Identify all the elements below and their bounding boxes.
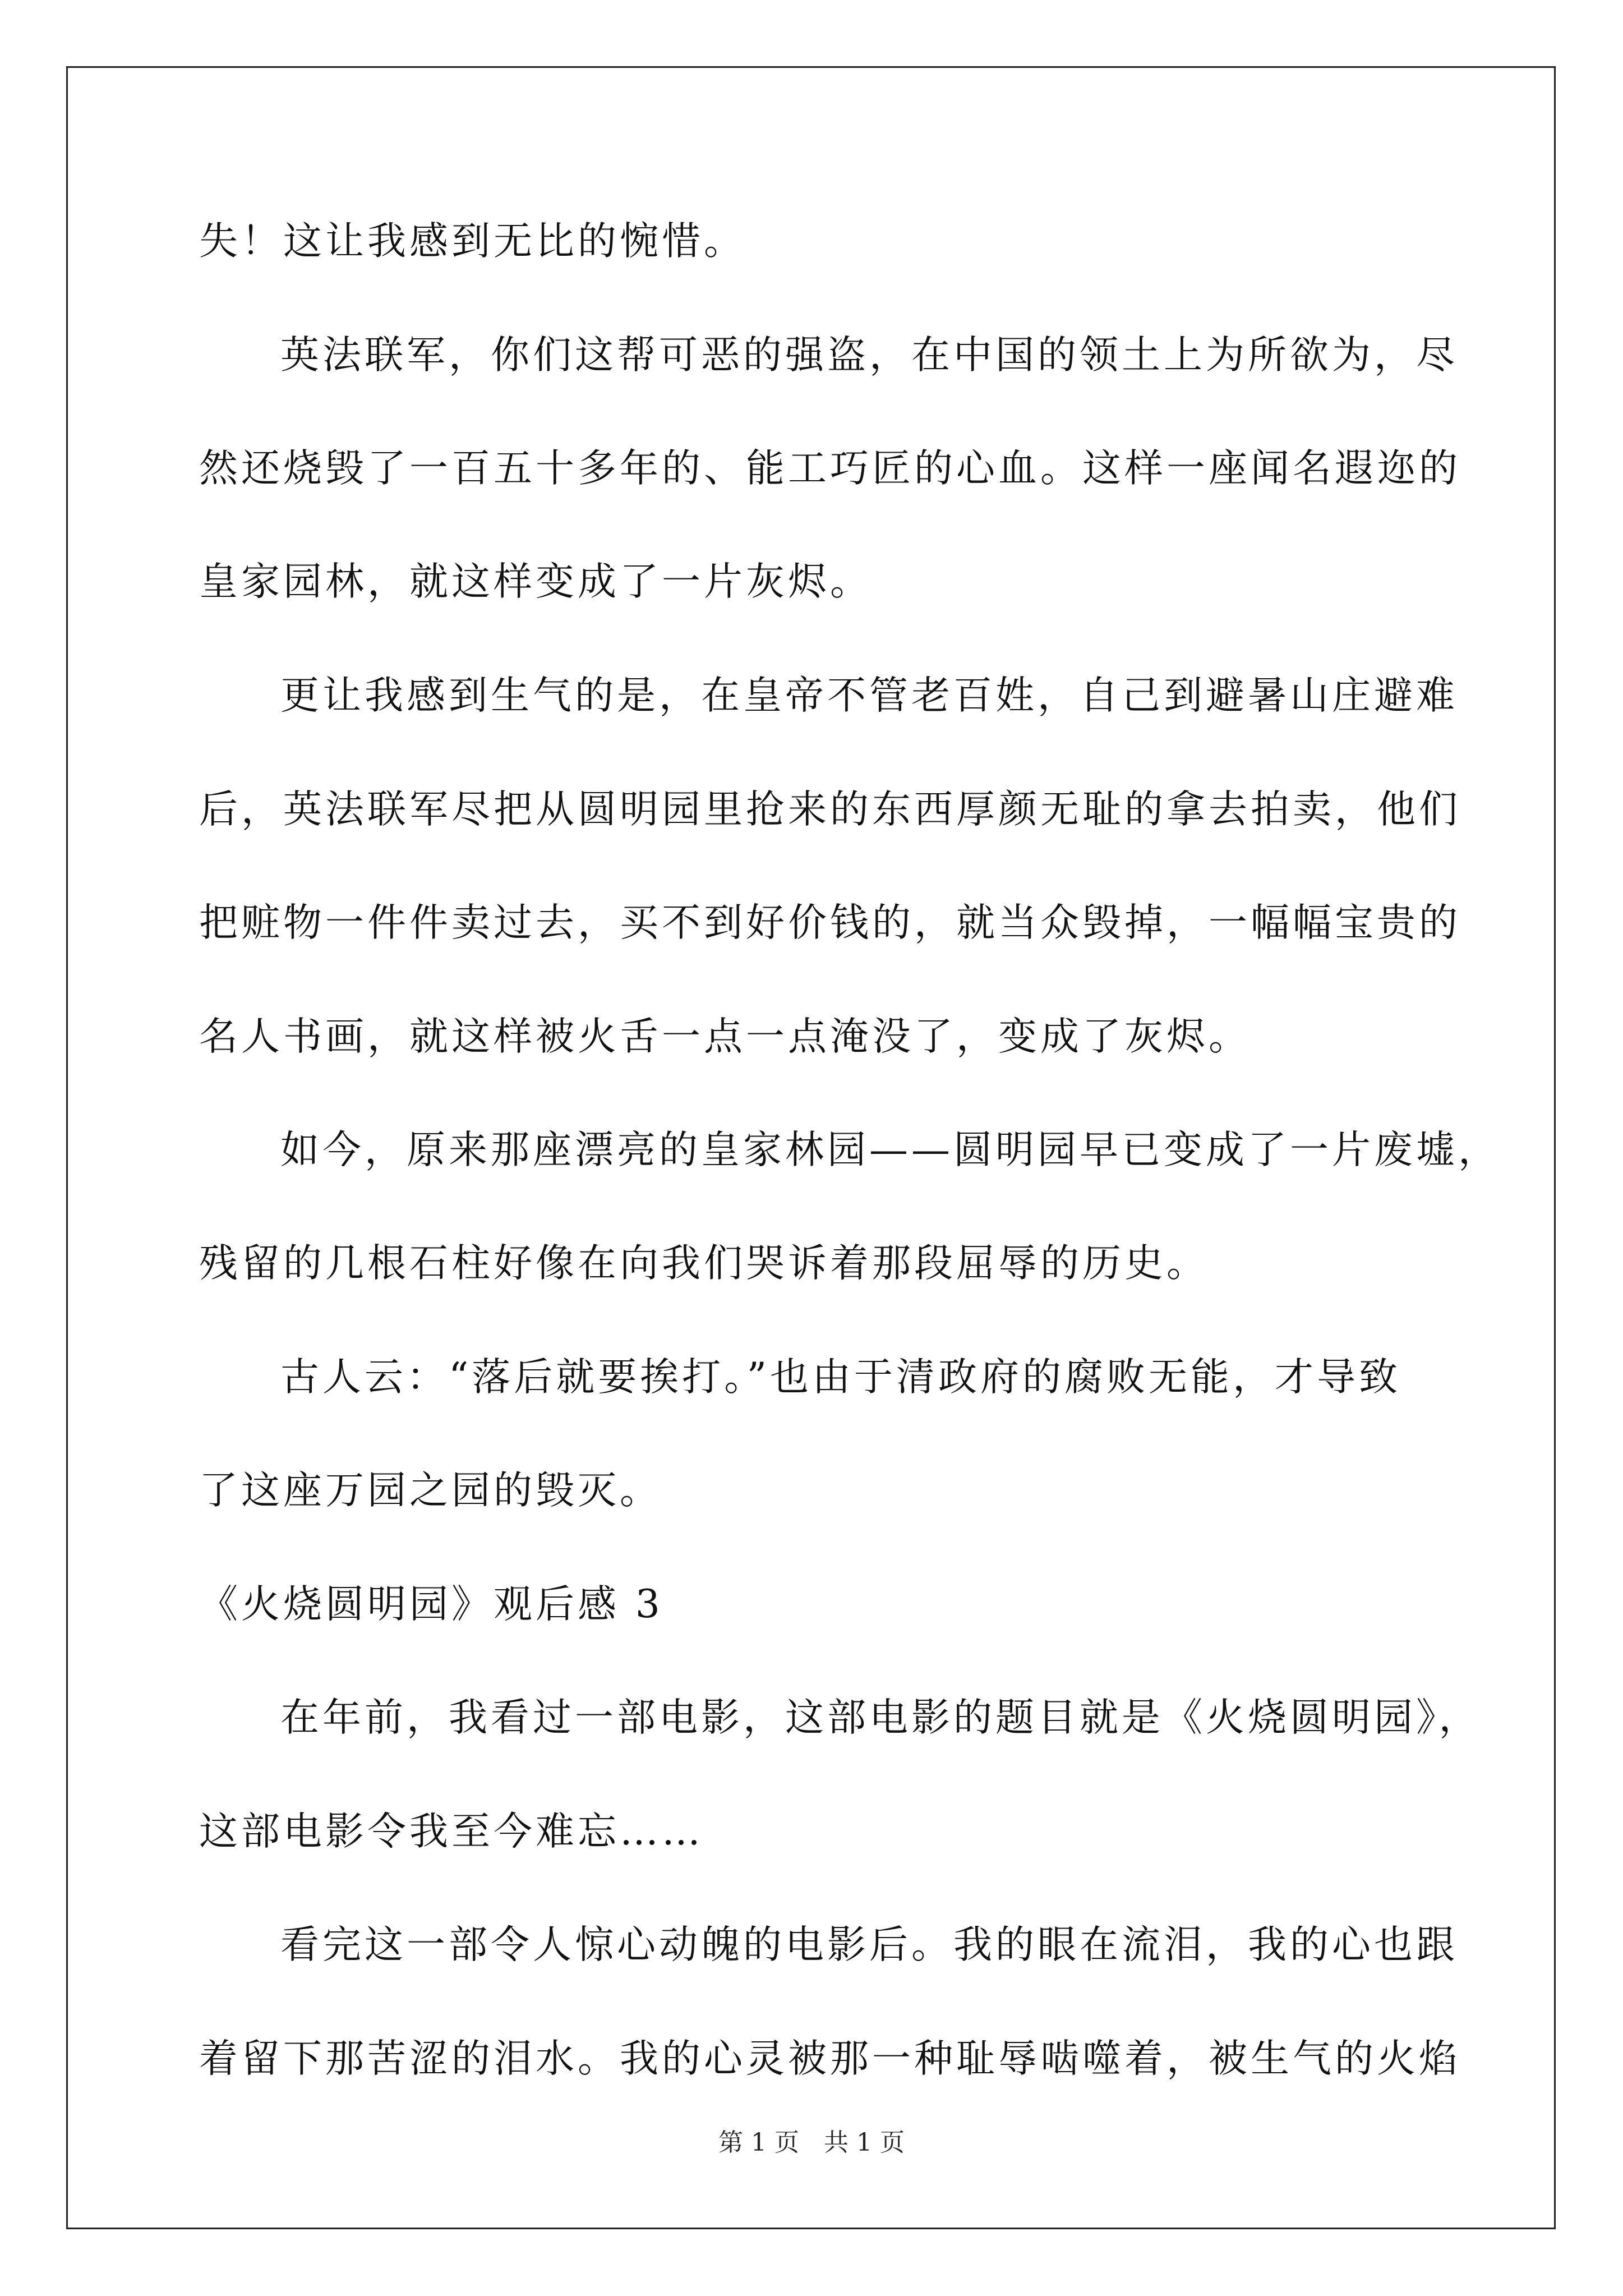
paragraph-line: 古人云：“落后就要挨打。”也由于清政府的腐败无能，才导致 xyxy=(280,1355,1401,1400)
paragraph-line: 如今，原来那座漂亮的皇家林园——圆明园早已变成了一片废墟， xyxy=(280,1128,1500,1172)
section-heading: 《火烧圆明园》观后感 3 xyxy=(199,1582,663,1627)
text-line: 名人书画，就这样被火舌一点一点淹没了，变成了灰烬。 xyxy=(199,1014,1251,1059)
text-line: 把赃物一件件卖过去，买不到好价钱的，就当众毁掉，一幅幅宝贵的 xyxy=(199,900,1461,945)
paragraph-line: 看完这一部令人惊心动魄的电影后。我的眼在流泪，我的心也跟 xyxy=(280,1922,1458,1967)
paragraph-line: 更让我感到生气的是，在皇帝不管老百姓，自己到避暑山庄避难 xyxy=(280,673,1458,718)
text-line: 后，英法联军尽把从圆明园里抢来的东西厚颜无耻的拿去拍卖，他们 xyxy=(199,787,1461,832)
text-line: 残留的几根石柱好像在向我们哭诉着那段屈辱的历史。 xyxy=(199,1241,1209,1286)
paragraph-line: 在年前，我看过一部电影，这部电影的题目就是《火烧圆明园》， xyxy=(280,1695,1481,1740)
text-line: 了这座万园之园的毁灭。 xyxy=(199,1468,662,1513)
paragraph-line: 英法联军，你们这帮可恶的强盗，在中国的领土上为所欲为，尽 xyxy=(280,333,1458,378)
text-line: 着留下那苦涩的泪水。我的心灵被那一种耻辱啮噬着，被生气的火焰 xyxy=(199,2036,1461,2081)
text-line: 皇家园林，就这样变成了一片灰烬。 xyxy=(199,559,872,604)
page-footer: 第 1 页 共 1 页 xyxy=(718,2128,905,2157)
text-line: 这部电影令我至今难忘…… xyxy=(199,1809,704,1854)
text-line: 然还烧毁了一百五十多年的、能工巧匠的心血。这样一座闻名遐迩的 xyxy=(199,446,1461,491)
text-line: 失！这让我感到无比的惋惜。 xyxy=(199,219,746,264)
